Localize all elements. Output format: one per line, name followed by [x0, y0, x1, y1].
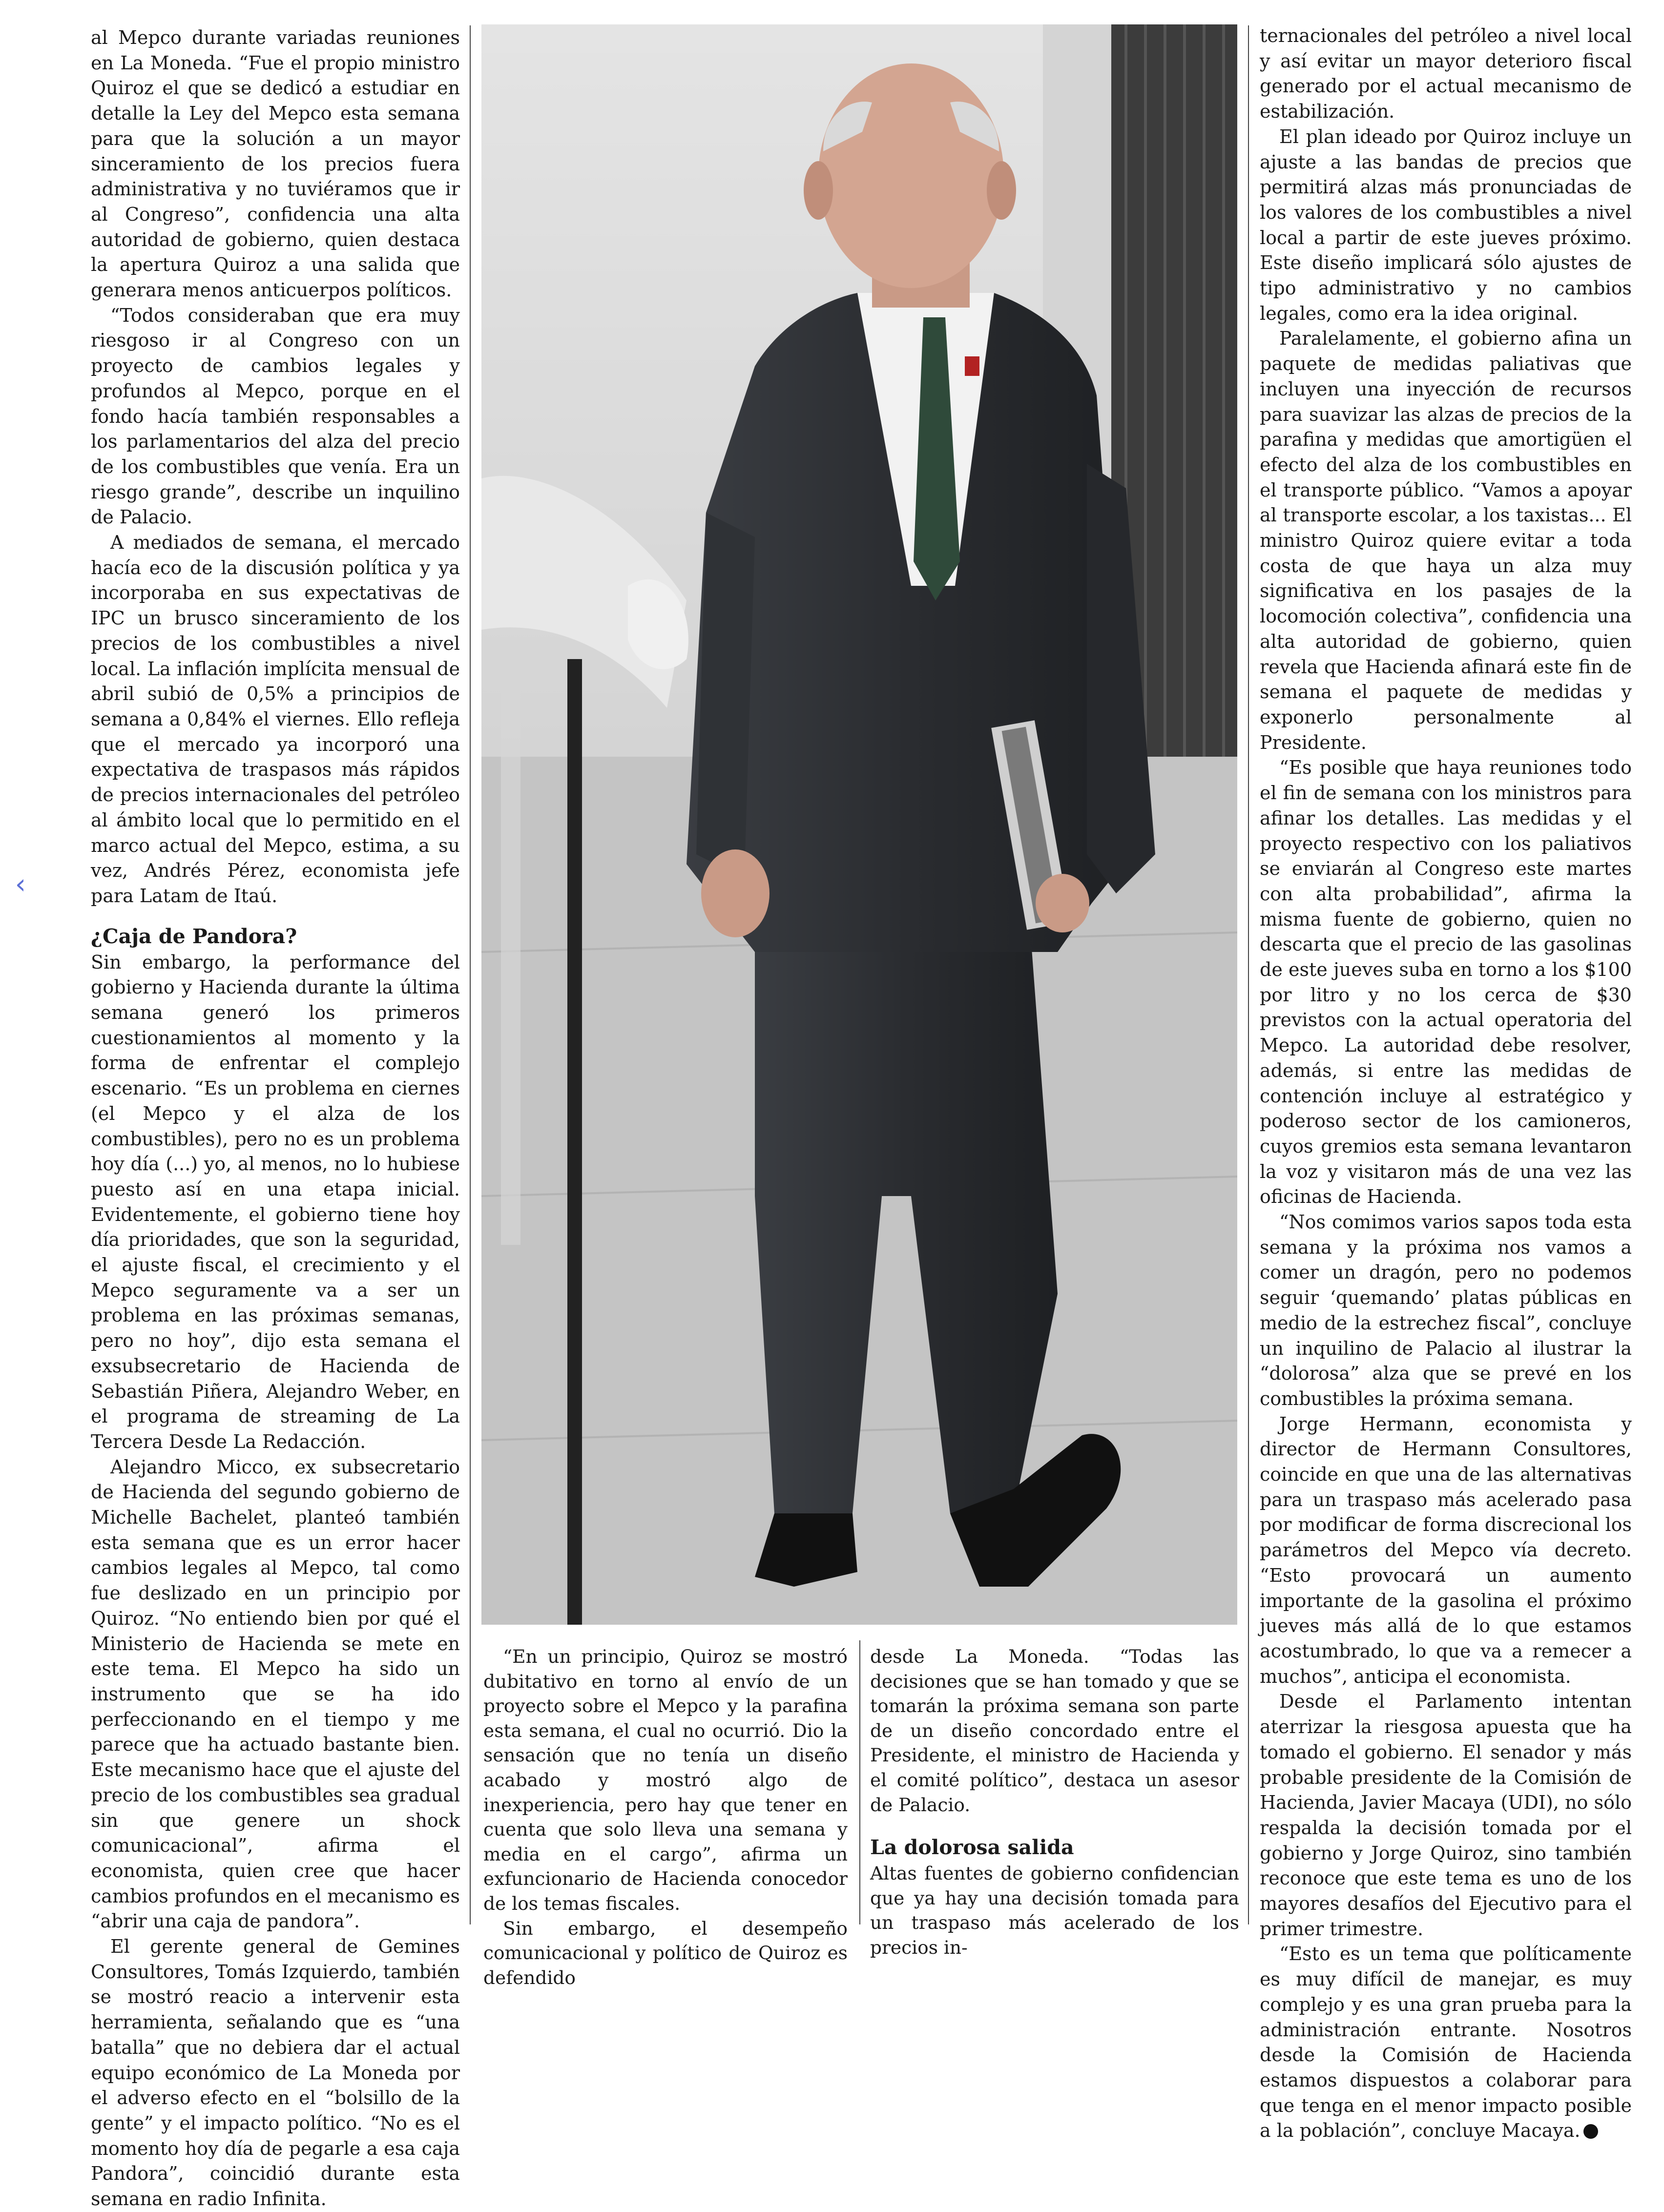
paragraph	[1260, 1942, 1632, 2144]
chevron-left-icon[interactable]: ‹	[15, 868, 26, 900]
paragraph: Jorge Hermann, economista y director de Hermann Consultores, coincide en que una de las alternativas para un traspaso más acelerado pasa por modificar de forma discrecional los parámetros del Mepco vía decreto. “Esto provocará un aumento importante de la gasolina el próximo jueves más allá de lo que estamos acostumbrado, lo que va a remecer a muchos”, anticipa el economista.	[1260, 1413, 1632, 1687]
section-heading: La dolorosa salida	[870, 1836, 1074, 1860]
paragraph: Sin embargo, la performance del gobierno y Hacienda durante la última semana generó los primeros cuestionamientos al momento y la forma de enfrentar el complejo escenario. “Es un problema en ciernes (el Mepco y el alza de los combustibles), pero no es un problema hoy día (...) yo, al menos, no lo hubiese puesto así en una etapa inicial. Evidentemente, el gobierno tiene hoy día prioridades, que son la seguridad, el ajuste fiscal, el crecimiento y el Mepco seguramente va a ser un problema en las próximas semanas, pero no hoy”, dijo esta semana el exsubsecretario de Hacienda de Sebastián Piñera, Alejandro Weber, en el programa de streaming de La Tercera Desde La Redacción.	[91, 951, 460, 1452]
paragraph: “Es posible que haya reuniones todo el fin de semana con los ministros para afinar los detalles. Las medidas y el proyecto respectivo con los paliativos se enviarán al Congreso este martes con alta probabilidad”, afirma la misma fuente de gobierno, quien no descarta que el precio de las gasolinas de este jueves suba en torno a los $100 por litro y no los cerca de $30 previstos con la actual operatoria del Mepco. La autoridad debe resolver, además, si entre las medidas de contención incluye al estratégico y poderoso sector de los camioneros, cuyos gremios esta semana levantaron la voz y visitaron más de una vez las oficinas de Hacienda.	[1260, 757, 1632, 1208]
paragraph: al Mepco durante variadas reuniones en La Moneda. “Fue el propio ministro Quiroz el que se dedicó a estudiar en detalle la Ley del Mepco esta semana para que la solución a un mayor sinceramiento de los precios fuera administrativa y no tuviéramos que ir al Congreso”, confidencia una alta autoridad de gobierno, quien destaca la apertura Quiroz a una salida que generara menos anticuerpos políticos.	[91, 27, 460, 301]
paragraph: Sin embargo, el desempeño comunicacional y político de Quiroz es defendido	[483, 1917, 848, 1988]
paragraph: Paralelamente, el gobierno afina un paquete de medidas paliativas que incluyen una inyección de recursos para suavizar las alzas de precios de la parafina y medidas que amortigüen el efecto del alza de los combustibles en el transporte público. “Vamos a apoyar al transporte escolar, a los taxistas... El ministro Quiroz quiere evitar a toda costa de que haya un alza muy significativa en los pasajes de la locomoción colectiva”, confidencia una alta autoridad de gobierno, quien revela que Hacienda afinará este fin de semana el paquete de medidas y exponerlo personalmente al Presidente.	[1260, 328, 1632, 753]
paragraph: “Nos comimos varios sapos toda esta semana y la próxima nos vamos a comer un dragón, pero no podemos seguir ‘quemando’ platas públicas en medio de la estrechez fiscal”, concluye un inquilino de Palacio al ilustrar la “dolorosa” alza que se prevé en los combustibles la próxima semana.	[1260, 1211, 1632, 1409]
column-divider	[859, 1640, 860, 1924]
paragraph: ternacionales del petróleo a nivel local y así evitar un mayor deterioro fiscal generado por el actual mecanismo de estabilización.	[1260, 25, 1632, 123]
paragraph: Alejandro Micco, ex subsecretario de Hacienda del segundo gobierno de Michelle Bachelet, planteó también esta semana que es un error hacer cambios legales al Mepco, tal como fue deslizado en un principio por Quiroz. “No entiendo bien por qué el Ministerio de Hacienda se mete en este tema. El Mepco ha sido un instrumento que se ha ido perfeccionando en el tiempo y me parece que ha actuado bastante bien. Este mecanismo hace que el ajuste del precio de los combustibles sea gradual sin que genere un shock comunicacional”, afirma el economista, quien cree que hacer cambios profundos en el mecanismo es “abrir una caja de pandora”.	[91, 1456, 460, 1932]
paragraph-text: “Esto es un tema que políticamente es muy difícil de manejar, es muy complejo y es una gran prueba para la administración entrante. Nosotros desde la Comisión de Hacienda estamos dispuestos a colaborar para que tenga en el menor impacto posible a la población”, concluye Macaya.	[1260, 1943, 1632, 2142]
article-column-2	[483, 1644, 848, 1990]
paragraph: Altas fuentes de gobierno confidencian que ya hay una decisión tomada para un traspaso más acelerado de los precios in-	[870, 1862, 1239, 1958]
paragraph: “En un principio, Quiroz se mostró dubitativo en torno al envío de un proyecto sobre el Mepco y la parafina esta semana, el cual no ocurrió. Dio la sensación que no tenía un diseño acabado y mostró algo de inexperiencia, pero hay que tener en cuenta que solo lleva una semana y media en el cargo”, afirma un exfuncionario de Hacienda conocedor de los temas fiscales.	[483, 1646, 848, 1914]
column-divider	[470, 25, 471, 1924]
article-column-1	[91, 25, 460, 2212]
article-column-3	[870, 1644, 1239, 1960]
section-heading: ¿Caja de Pandora?	[91, 924, 297, 948]
paragraph: A mediados de semana, el mercado hacía eco de la discusión política y ya incorporaba en sus expectativas de IPC un brusco sinceramiento de los precios de los combustibles a nivel local. La inflación implícita mensual de abril subió de 0,5% a principios de semana a 0,84% el viernes. Ello refleja que el mercado ya incorporó una expectativa de traspasos más rápidos de precios internacionales del petróleo al ámbito local que lo permitido en el marco actual del Mepco, estima, a su vez, Andrés Pérez, economista jefe para Latam de Itaú.	[91, 532, 460, 907]
column-divider	[1248, 25, 1249, 1924]
photo-minister-walking	[481, 24, 1237, 1625]
paragraph: El plan ideado por Quiroz incluye un ajuste a las bandas de precios que permitirá alzas más pronunciadas de los valores de los combustibles a nivel local a partir de este jueves próximo. Este diseño implicará sólo ajustes de tipo administrativo y no cambios legales, como era la idea original.	[1260, 125, 1632, 324]
paragraph: “Todos consideraban que era muy riesgoso ir al Congreso con un proyecto de cambios legales y profundos al Mepco, porque en el fondo hacía también responsables a los parlamentarios del alza del precio de los combustibles que venía. Era un riesgo grande”, describe un inquilino de Palacio.	[91, 304, 460, 528]
paragraph: desde La Moneda. “Todas las decisiones que se han tomado y que se tomarán la próxima semana son parte de un diseño concordado entre el Presidente, el ministro de Hacienda y el comité político”, destaca un asesor de Palacio.	[870, 1646, 1239, 1816]
article-column-4	[1260, 23, 1632, 2144]
end-mark-icon	[1583, 2124, 1598, 2139]
paragraph: El gerente general de Gemines Consultores, Tomás Izquierdo, también se mostró reacio a intervenir esta herramienta, señalando que es “una batalla” que no debiera dar el actual equipo económico de La Moneda por el adverso efecto en el “bolsillo de la gente” y el impacto político. “No es el momento hoy día de pegarle a esa caja Pandora”, coincidió durante esta semana en radio Infinita.	[91, 1936, 460, 2210]
paragraph: Desde el Parlamento intentan aterrizar la riesgosa apuesta que ha tomado el gobierno. El senador y más probable presidente de la Comisión de Hacienda, Javier Macaya (UDI), no sólo respalda la decisión tomada por el gobierno y Jorge Quiroz, sino también reconoce que este tema es uno de los mayores desafíos del Ejecutivo para el primer trimestre.	[1260, 1691, 1632, 1940]
